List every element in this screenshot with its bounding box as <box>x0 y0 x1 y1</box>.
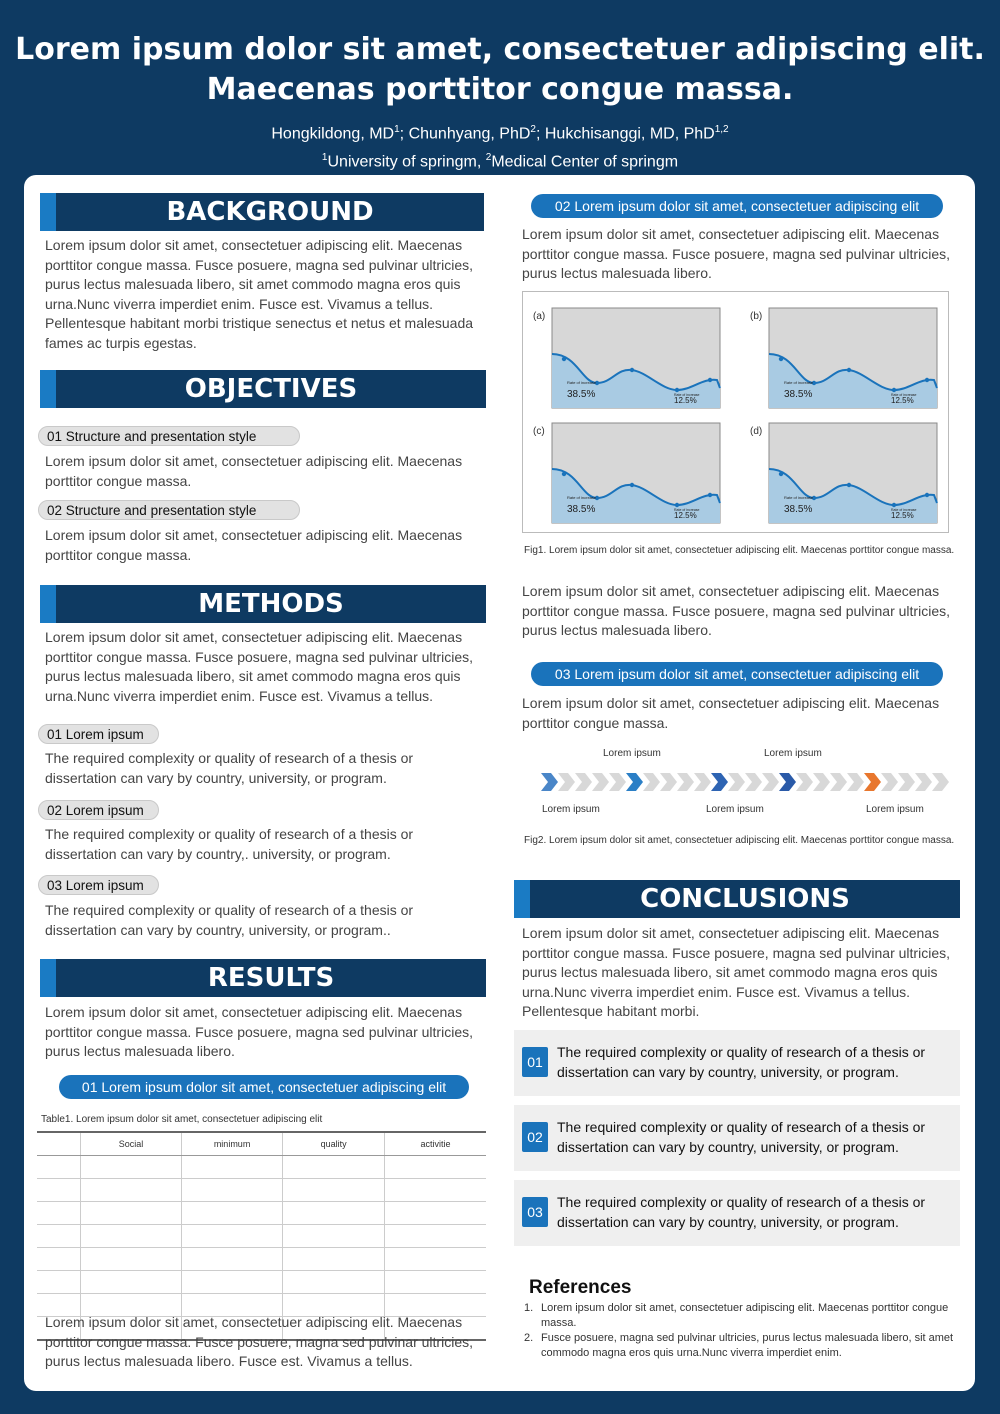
chart-point <box>630 368 634 372</box>
conclusion-2-text: The required complexity or quality of research of a thesis or dissertation can vary by country, university, or program. <box>557 1119 926 1155</box>
reference-item <box>524 1331 954 1361</box>
author-line <box>0 118 1000 146</box>
figure-1-after-text: Lorem ipsum dolor sit amet, consectetuer adipiscing elit. Maecenas porttitor congue massa. Fusce posuere, magna sed pulvinar ultricies, purus lectus malesuada libero. <box>522 583 950 639</box>
conclusion-item-1 <box>514 1030 960 1096</box>
reference-1-text: Lorem ipsum dolor sit amet, consectetuer adipiscing elit. Maecenas porttitor congue massa. <box>541 1302 949 1329</box>
background-text: Lorem ipsum dolor sit amet, consectetuer adipiscing elit. Maecenas porttitor congue massa. Fusce posuere, magna sed pulvinar ultricies, purus lectus malesuada libero, sit amet commodo magna eros quis urna.Nunc viverra imperdiet enim. Fusce est. Vivamus a tellus. Pellentesque habitant morbi tristique senectus et netus et malesuada fames ac turpis egestas. <box>45 237 474 351</box>
table-cell <box>37 1225 81 1248</box>
table-cell <box>81 1248 182 1271</box>
table-header-cell <box>37 1132 81 1156</box>
objective-2-label: 02 Structure and presentation style <box>38 500 300 520</box>
timeline-top-label-1: Lorem ipsum <box>603 748 661 759</box>
table-cell <box>384 1179 486 1202</box>
table-caption: Table1. Lorem ipsum dolor sit amet, consectetuer adipiscing elit <box>41 1114 323 1125</box>
table-header-cell: activitie <box>384 1132 486 1156</box>
timeline-chevron <box>864 773 881 791</box>
timeline-top-label-2: Lorem ipsum <box>764 748 822 759</box>
timeline-chevron <box>796 773 813 791</box>
table-cell <box>81 1179 182 1202</box>
timeline-bottom-label-3: Lorem ipsum <box>866 804 924 815</box>
chart-panel-label: (a) <box>533 311 546 322</box>
affiliation-1: University of springm, <box>327 153 486 171</box>
results-heading: RESULTS <box>40 959 486 997</box>
poster-title <box>0 30 1000 110</box>
timeline-chevron <box>898 773 915 791</box>
methods-text: Lorem ipsum dolor sit amet, consectetuer adipiscing elit. Maecenas porttitor congue massa. Fusce posuere, magna sed pulvinar ultricies, purus lectus malesuada libero, sit amet commodo magna eros quis urna.Nunc viverra imperdiet enim. Fusce est. Vivamus a tellus. <box>45 629 473 704</box>
conclusion-item-2 <box>514 1105 960 1171</box>
table-cell <box>283 1156 385 1179</box>
chart-annotation: Rate of increase <box>674 508 700 512</box>
chart-annotation: 12.5% <box>891 396 914 405</box>
table-cell <box>81 1271 182 1294</box>
results-subheading-1: 01 Lorem ipsum dolor sit amet, consectetuer adipiscing elit <box>59 1075 469 1099</box>
chart-point <box>708 493 712 497</box>
reference-item <box>524 1301 954 1331</box>
table-row <box>37 1271 486 1294</box>
timeline-chevron <box>575 773 592 791</box>
timeline-chevron <box>881 773 898 791</box>
table-cell <box>384 1225 486 1248</box>
conclusions-heading: CONCLUSIONS <box>514 880 960 918</box>
timeline-bottom-label-1: Lorem ipsum <box>542 804 600 815</box>
table-cell <box>81 1225 182 1248</box>
author-1: Hongkildong, MD <box>271 125 395 143</box>
conclusion-1-number: 01 <box>522 1047 548 1077</box>
objectives-heading: OBJECTIVES <box>40 370 486 408</box>
chart-point <box>562 472 566 476</box>
chart-point <box>925 378 929 382</box>
table-cell <box>283 1271 385 1294</box>
table-cell <box>283 1202 385 1225</box>
table-cell <box>181 1271 282 1294</box>
table-cell <box>37 1156 81 1179</box>
affiliation-line <box>0 146 1000 174</box>
affiliation-2: Medical Center of springm <box>491 153 679 171</box>
table-cell <box>384 1202 486 1225</box>
table-cell <box>384 1248 486 1271</box>
timeline-chevron <box>728 773 745 791</box>
chart-annotation: 38.5% <box>784 389 813 400</box>
chart-panel-label: (d) <box>750 426 763 437</box>
table-cell <box>384 1156 486 1179</box>
reference-1-number: 1. <box>524 1302 534 1314</box>
chart-annotation: Rate of increase <box>784 380 814 385</box>
authors-block <box>0 118 1000 175</box>
conclusion-1-text: The required complexity or quality of research of a thesis or dissertation can vary by country, university, or program. <box>557 1044 926 1080</box>
table-row <box>37 1225 486 1248</box>
author-2-sup: 2 <box>530 124 536 135</box>
table-row <box>37 1156 486 1179</box>
aff-2-sup: 2 <box>485 152 492 164</box>
chart-annotation: Rate of increase <box>891 393 917 397</box>
timeline-chevron <box>592 773 609 791</box>
method-3-label: 03 Lorem ipsum <box>38 875 159 895</box>
table-cell <box>81 1202 182 1225</box>
author-3: ; Hukchisanggi, MD, PhD <box>535 125 715 143</box>
method-2-text: The required complexity or quality of research of a thesis or dissertation can vary by country,. university, or program. <box>45 826 414 862</box>
author-3-sup: 1,2 <box>714 124 729 135</box>
objective-1-label: 01 Structure and presentation style <box>38 426 300 446</box>
conclusion-3-number: 03 <box>522 1197 548 1227</box>
chart-annotation: 38.5% <box>567 504 596 515</box>
table-cell <box>283 1248 385 1271</box>
conclusion-2-number: 02 <box>522 1122 548 1152</box>
chart-annotation: 12.5% <box>674 511 697 520</box>
methods-heading: METHODS <box>40 585 486 623</box>
table-cell <box>283 1225 385 1248</box>
results-text: Lorem ipsum dolor sit amet, consectetuer adipiscing elit. Maecenas porttitor congue massa. Fusce posuere, magna sed pulvinar ultricies, purus lectus malesuada libero. <box>45 1004 473 1060</box>
chart-annotation: 12.5% <box>891 511 914 520</box>
chart-annotation: Rate of increase <box>784 495 814 500</box>
table-cell <box>384 1271 486 1294</box>
table-cell <box>181 1225 282 1248</box>
timeline-chevron <box>626 773 643 791</box>
table-cell <box>37 1271 81 1294</box>
author-2: ; Chunhyang, PhD <box>399 125 531 143</box>
chart-point <box>675 388 679 392</box>
conclusion-item-3 <box>514 1180 960 1246</box>
chart-annotation: 38.5% <box>567 389 596 400</box>
chart-annotation: 38.5% <box>784 504 813 515</box>
method-3-text: The required complexity or quality of research of a thesis or dissertation can vary by country, university, or program.. <box>45 902 414 938</box>
timeline-chevron <box>762 773 779 791</box>
timeline-chevron <box>779 773 796 791</box>
results-text-after: Lorem ipsum dolor sit amet, consectetuer adipiscing elit. Maecenas porttitor congue massa. Fusce posuere, magna sed pulvinar ultricies, purus lectus malesuada libero. Fusce est. Vivamus a tellus. <box>45 1314 473 1370</box>
chart-point <box>847 368 851 372</box>
timeline <box>535 743 955 823</box>
figure-1 <box>522 291 949 533</box>
chart-point <box>675 503 679 507</box>
table-cell <box>181 1202 282 1225</box>
chart-panel-label: (b) <box>750 311 763 322</box>
figure-1-caption: Fig1. Lorem ipsum dolor sit amet, consectetuer adipiscing elit. Maecenas porttitor congue massa. <box>524 545 955 556</box>
table-header-row <box>37 1132 486 1156</box>
timeline-chevron <box>609 773 626 791</box>
chart-annotation: 12.5% <box>674 396 697 405</box>
reference-2-number: 2. <box>524 1332 534 1344</box>
table-cell <box>37 1179 81 1202</box>
table-cell <box>81 1156 182 1179</box>
chart-point <box>708 378 712 382</box>
table-row <box>37 1248 486 1271</box>
references-list <box>524 1301 954 1361</box>
title-line-2: Maecenas porttitor congue massa. <box>206 72 794 107</box>
chart-point <box>892 388 896 392</box>
chart-point <box>562 357 566 361</box>
figure-1-charts <box>523 292 950 534</box>
chart-point <box>925 493 929 497</box>
timeline-chevron <box>677 773 694 791</box>
timeline-chevron <box>660 773 677 791</box>
results-subheading-3: 03 Lorem ipsum dolor sit amet, consectetuer adipiscing elit <box>531 662 943 686</box>
table-cell <box>283 1179 385 1202</box>
table-cell <box>37 1248 81 1271</box>
method-1-label: 01 Lorem ipsum <box>38 724 159 744</box>
timeline-chevron <box>830 773 847 791</box>
conclusion-3-text: The required complexity or quality of research of a thesis or dissertation can vary by country, university, or program. <box>557 1194 926 1230</box>
timeline-chevron <box>694 773 711 791</box>
chart-annotation: Rate of increase <box>567 380 597 385</box>
references-title: References <box>529 1277 632 1298</box>
timeline-chevron <box>558 773 575 791</box>
subheading-3-text: Lorem ipsum dolor sit amet, consectetuer adipiscing elit. Maecenas porttitor congue massa. <box>522 695 940 731</box>
chart-annotation: Rate of increase <box>674 393 700 397</box>
figure-2-caption: Fig2. Lorem ipsum dolor sit amet, consectetuer adipiscing elit. Maecenas porttitor congue massa. <box>524 835 955 846</box>
author-1-sup: 1 <box>394 124 400 135</box>
table-cell <box>181 1248 282 1271</box>
table-header-cell: quality <box>283 1132 385 1156</box>
chart-point <box>779 357 783 361</box>
timeline-chevron <box>932 773 949 791</box>
chart-panel-label: (c) <box>533 426 545 437</box>
table-row <box>37 1202 486 1225</box>
chart-point <box>779 472 783 476</box>
timeline-chevron <box>711 773 728 791</box>
table-header-cell: minimum <box>181 1132 282 1156</box>
reference-2-text: Fusce posuere, magna sed pulvinar ultricies, purus lectus malesuada libero, sit amet commodo magna eros quis urna.Nunc viverra imperdiet enim. <box>541 1332 954 1359</box>
chart-annotation: Rate of increase <box>567 495 597 500</box>
conclusions-text: Lorem ipsum dolor sit amet, consectetuer adipiscing elit. Maecenas porttitor congue massa. Fusce posuere, magna sed pulvinar ultricies, purus lectus malesuada libero, sit amet commodo magna eros quis urna.Nunc viverra imperdiet enim. Fusce est. Vivamus a tellus. Pellentesque habitant morbi. <box>522 925 950 1020</box>
timeline-chevron <box>643 773 660 791</box>
chart-panel <box>750 423 937 523</box>
results-table <box>37 1131 486 1341</box>
method-2-label: 02 Lorem ipsum <box>38 800 159 820</box>
timeline-chevron <box>745 773 762 791</box>
table-row <box>37 1179 486 1202</box>
chart-point <box>892 503 896 507</box>
timeline-chevron <box>541 773 558 791</box>
timeline-bottom-label-2: Lorem ipsum <box>706 804 764 815</box>
table-cell <box>181 1179 282 1202</box>
chart-panel <box>750 308 937 408</box>
table-header-cell: Social <box>81 1132 182 1156</box>
chart-annotation: Rate of increase <box>891 508 917 512</box>
method-1-text: The required complexity or quality of research of a thesis or dissertation can vary by country, university, or program. <box>45 750 414 786</box>
table-cell <box>37 1202 81 1225</box>
timeline-chevron <box>847 773 864 791</box>
aff-1-sup: 1 <box>321 152 328 164</box>
chart-point <box>630 483 634 487</box>
chart-panel <box>533 423 720 523</box>
subheading-2-text: Lorem ipsum dolor sit amet, consectetuer adipiscing elit. Maecenas porttitor congue massa. Fusce posuere, magna sed pulvinar ultricies, purus lectus malesuada libero. <box>522 226 950 282</box>
chart-panel <box>533 308 720 408</box>
table-cell <box>181 1156 282 1179</box>
objective-2-text: Lorem ipsum dolor sit amet, consectetuer adipiscing elit. Maecenas porttitor congue massa. <box>45 527 463 563</box>
background-heading: BACKGROUND <box>40 193 484 231</box>
objective-1-text: Lorem ipsum dolor sit amet, consectetuer adipiscing elit. Maecenas porttitor congue massa. <box>45 453 463 489</box>
timeline-chevron <box>813 773 830 791</box>
results-subheading-2: 02 Lorem ipsum dolor sit amet, consectetuer adipiscing elit <box>531 194 943 218</box>
chart-point <box>847 483 851 487</box>
timeline-chevron <box>915 773 932 791</box>
title-line-1: Lorem ipsum dolor sit amet, consectetuer adipiscing elit. <box>15 32 985 67</box>
